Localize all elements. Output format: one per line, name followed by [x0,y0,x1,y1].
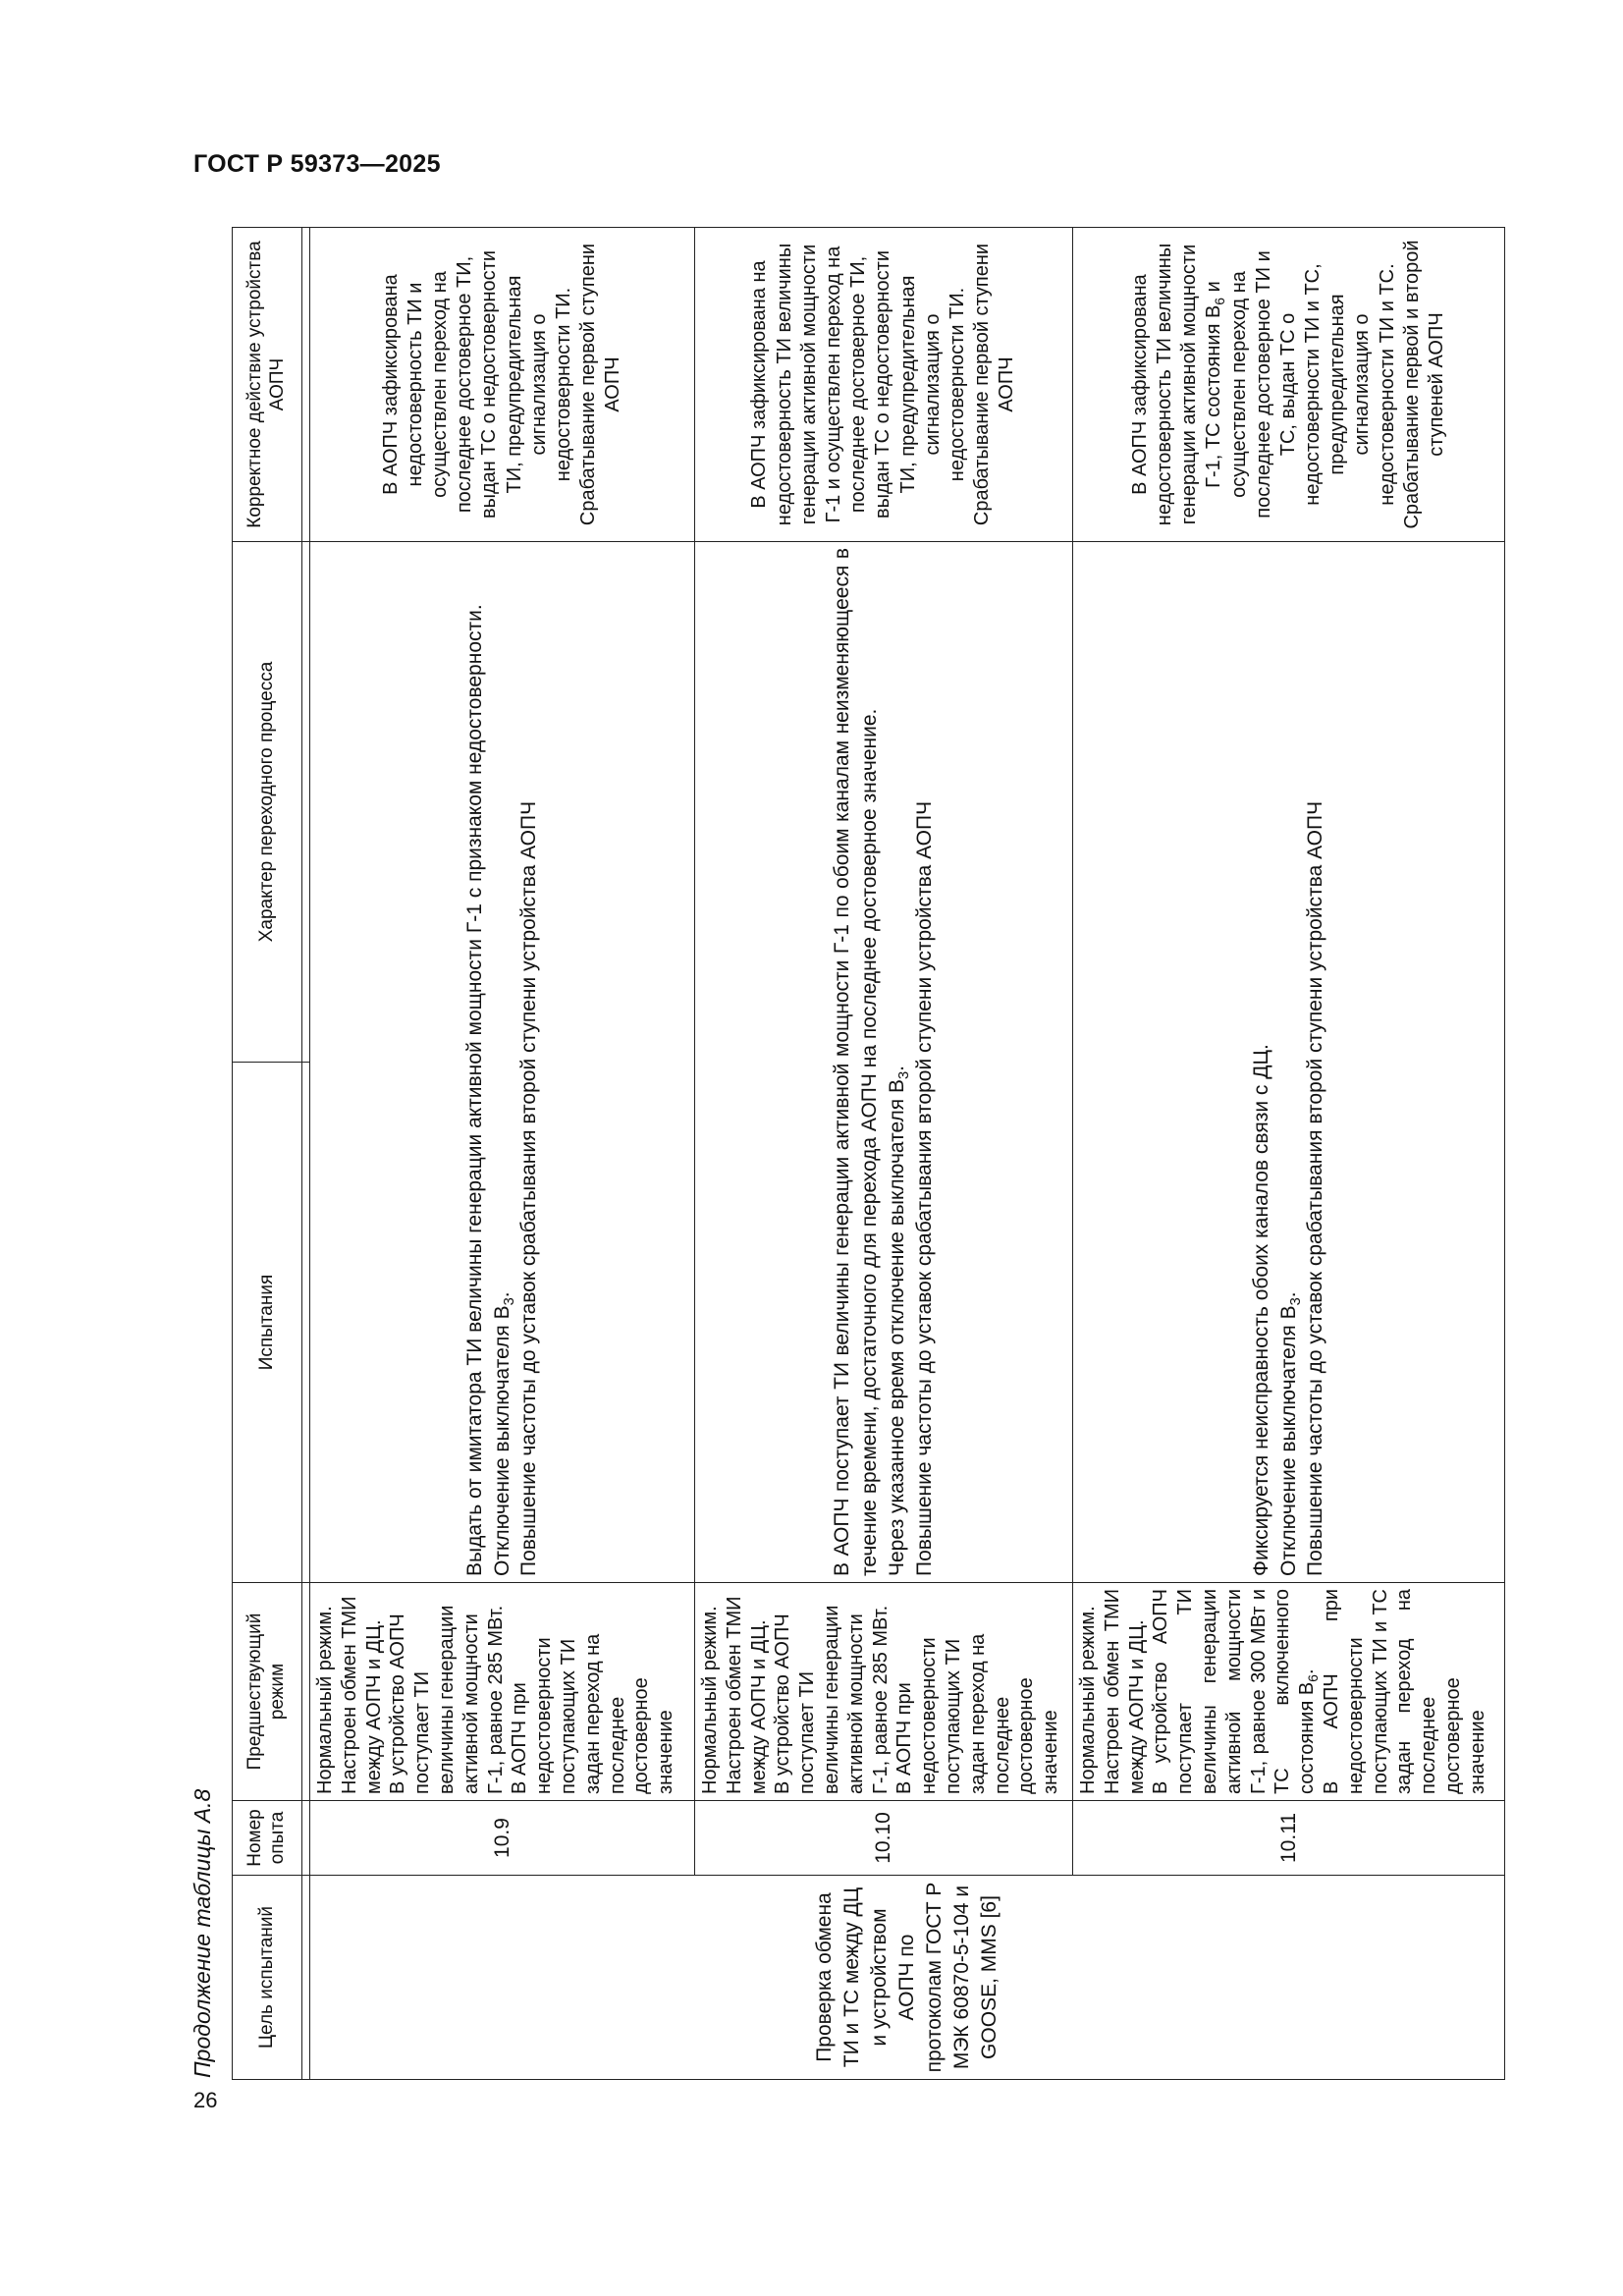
rotated-table-wrapper [232,228,1498,2080]
col-header-goal: Цель испытаний [233,1876,302,2080]
test-number: 10.10 [695,1801,1073,1876]
header-gap-row [302,228,310,2080]
page-number: 26 [193,2088,218,2112]
previous-mode-cell: Нормальный режим. Настроен обмен ТМИ между АОПЧ и ДЦ. В устройство АОПЧ поступает ТИ величины генерации активной мощности Г-1, равное 285 МВт. В АОПЧ при недостоверности поступающих ТИ задан переход на последнее достоверное значение [695,1583,1073,1801]
col-header-tests: Испытания [233,1063,302,1583]
test-number: 10.11 [1073,1801,1505,1876]
previous-mode-cell: Нормальный режим. Настроен обмен ТМИ между АОПЧ и ДЦ. В устройство АОПЧ поступает ТИ величины генерации активной мощности Г-1, равное 285 МВт. В АОПЧ при недостоверности поступающих ТИ задан переход на последнее достоверное значение [310,1583,695,1801]
tests-cell: Фиксируется неисправность обоих каналов связи с ДЦ. Отключение выключателя $В_3$. Повышение частоты до уставок срабатывания второй ступени устройства АОПЧ [1073,542,1505,1583]
col-header-process: Характер переходного процесса [233,542,302,1063]
table-caption: Продолжение таблицы А.8 [189,1788,215,2078]
table-row [695,228,1073,2080]
result-cell: В АОПЧ зафиксирована недостоверность ТИ и осуществлен переход на последнее достоверное ТИ, выдан ТС о недостоверности ТИ, предупредительная сигнализация о недостоверности ТИ. Срабатывание первой ступени АОПЧ [310,228,695,542]
tests-cell: Выдать от имитатора ТИ величины генерации активной мощности Г-1 с признаком недостоверности. Отключение выключателя $В_3$. Повышение частоты до уставок срабатывания второй ступени устройства АОПЧ [310,542,695,1583]
previous-mode-cell: Нормальный режим. Настроен обмен ТМИ между АОПЧ и ДЦ. В устройство АОПЧ поступает ТИ величины генерации активной мощности Г-1, равное 300 МВт и ТС включенного состояния $В_6$. В АОПЧ при недостоверности поступающих ТИ и ТС задан переход на последнее достоверное значение [1073,1583,1505,1801]
tests-cell: В АОПЧ поступает ТИ величины генерации активной мощности Г-1 по обоим каналам неизменяющееся в течение времени, достаточного для перехода АОПЧ на последнее достоверное значение. Через указанное время отключение выключателя $В_3$. Повышение частоты до уставок срабатывания второй ступени устройства АОПЧ [695,542,1073,1583]
table-header-row [233,228,302,2080]
table-row [1073,228,1505,2080]
result-cell: В АОПЧ зафиксирована недостоверность ТИ величины генерации активной мощности Г-1, ТС состояния $В_6$ и осуществлен переход на последнее достоверное ТИ и ТС, выдан ТС о недостоверности ТИ и ТС, предупредительная сигнализация о недостоверности ТИ и ТС. Срабатывание первой и второй ступеней АОПЧ [1073,228,1505,542]
col-header-prev: Предшествующий режим [233,1583,302,1801]
col-header-num: Номер опыта [233,1801,302,1876]
result-cell: В АОПЧ зафиксирована на недостоверность ТИ величины генерации активной мощности Г-1 и осуществлен переход на последнее достоверное ТИ, выдан ТС о недостоверности ТИ, предупредительная сигнализация о недостоверности ТИ. Срабатывание первой ступени АОПЧ [695,228,1073,542]
continued-table-a8 [232,227,1505,2080]
test-goal-cell: Проверка обмена ТИ и ТС между ДЦ и устройством АОПЧ по протоколам ГОСТ Р МЭК 60870-5-104 и GOOSE, MMS [6] [310,1876,1505,2080]
test-number: 10.9 [310,1801,695,1876]
table-row [310,228,695,2080]
col-header-result: Корректное действие устройства АОПЧ [233,228,302,542]
document-header: ГОСТ Р 59373—2025 [193,150,441,178]
